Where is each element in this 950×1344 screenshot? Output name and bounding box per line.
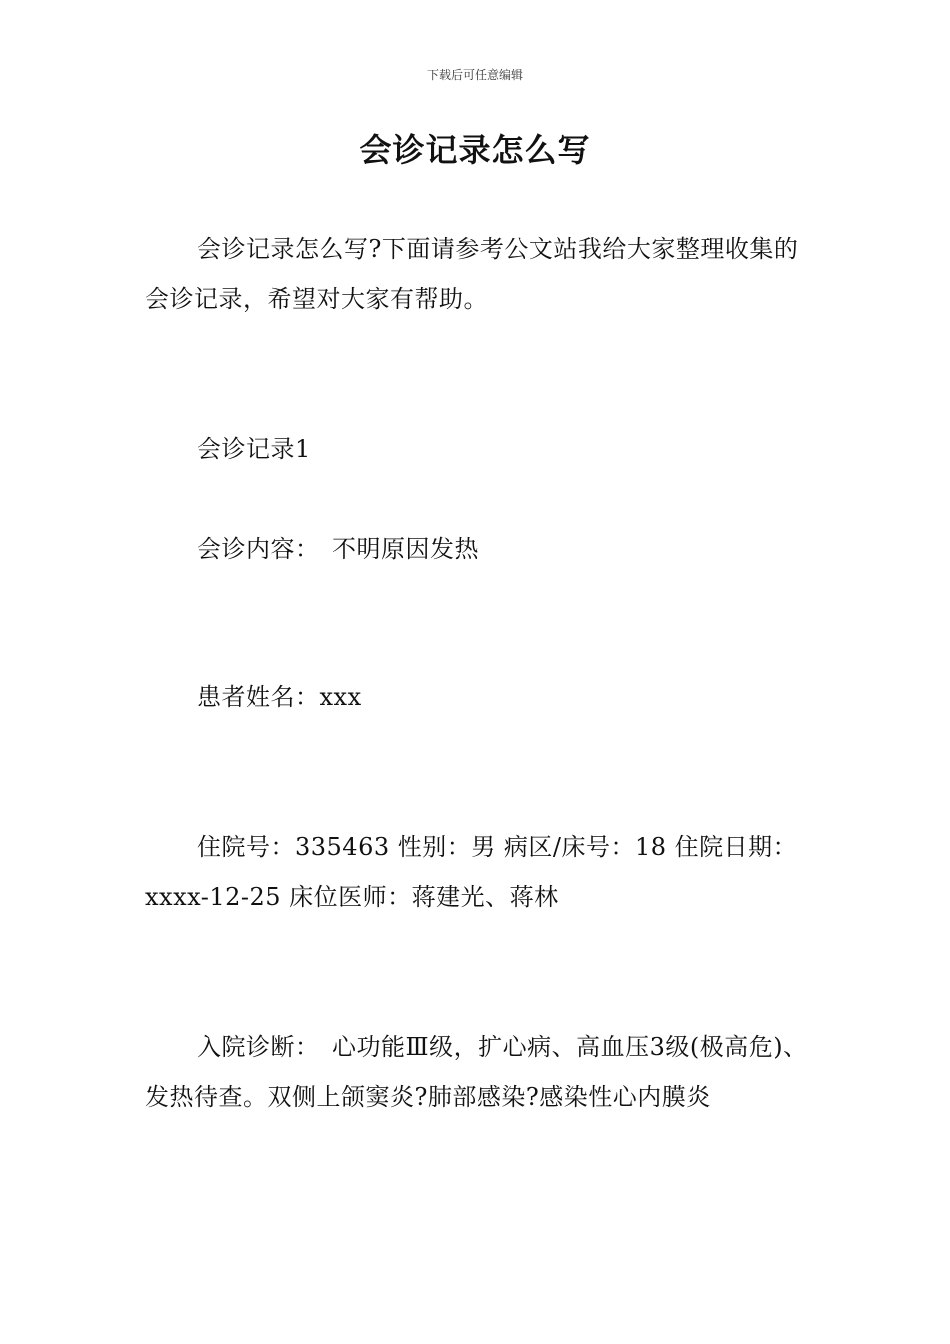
consultation-content: 会诊内容： 不明原因发热	[197, 535, 479, 563]
patient-name: 患者姓名：xxx	[197, 683, 362, 711]
page-header-note: 下载后可任意编辑	[426, 68, 523, 82]
document-title: 会诊记录怎么写	[359, 131, 591, 169]
intro-paragraph: 会诊记录怎么写?下面请参考公文站我给大家整理收集的会诊记录，希望对大家有帮助。	[145, 235, 799, 313]
admission-info: 住院号：335463 性别：男 病区/床号：18 住院日期：xxxx-12-25 床位医师：蒋建光、蒋林	[145, 833, 798, 911]
record-heading: 会诊记录1	[197, 435, 311, 463]
admission-diagnosis: 入院诊断： 心功能Ⅲ级，扩心病、高血压3级(极高危)、发热待查。双侧上颌窦炎?肺部感染?感染性心内膜炎	[145, 1033, 808, 1111]
